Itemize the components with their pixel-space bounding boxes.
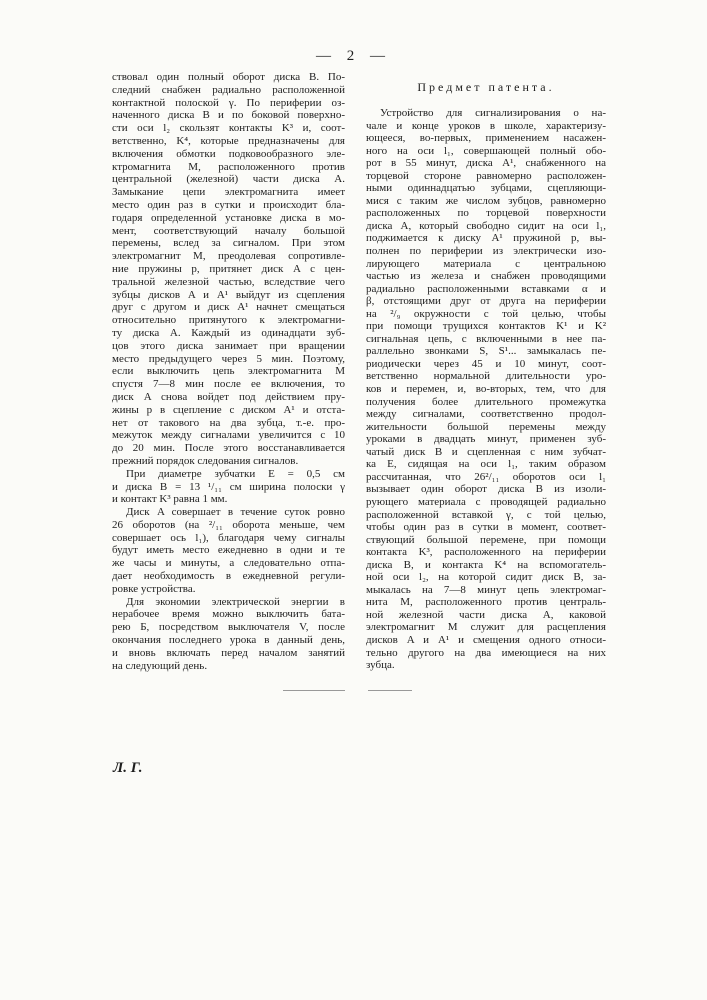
text-line: раллельно звонками S, S¹... замыкалась пе- (366, 345, 606, 358)
paragraph (112, 71, 345, 468)
text-line: контактной полоской γ. По периферии оз- (112, 97, 345, 110)
text-line: при помощи трущихся контактов K¹ и K² (366, 320, 606, 333)
paragraph (366, 107, 606, 672)
text-line: рею Б, посредством выключателя V, после (112, 621, 345, 634)
text-line: прежний порядок следования сигналов. (112, 455, 345, 468)
text-line: рующего материала с проводящей радиально (366, 496, 606, 509)
text-line: межуток между сигналами увеличится с 10 (112, 429, 345, 442)
text-line: место предыдущего через 5 мин. Поэтому, (112, 353, 345, 366)
text-line: Устройство для сигнализирования о на- (366, 107, 606, 120)
initials: Л. Г. (113, 760, 142, 777)
divider-line (283, 690, 345, 691)
text-line: жительности большой перемены между (366, 421, 606, 434)
text-line: тельно другого на два имеющиеся на них (366, 647, 606, 660)
text-line: жины p в сцепление с диском A¹ и отста- (112, 404, 345, 417)
text-line: ющееся, во-первых, применением насажен- (366, 132, 606, 145)
paragraph (112, 468, 345, 506)
text-line: будут иметь место ежедневно в одни и те (112, 544, 345, 557)
text-line: перемены, вслед за сигналом. При этом (112, 237, 345, 250)
text-line: поджимается к диску A¹ пружиной p, вы- (366, 232, 606, 245)
text-line: торцевой стороне равномерно расположен- (366, 170, 606, 183)
text-line: лирующего материала с центральною (366, 258, 606, 271)
text-line: диска A, который свободно сидит на оси l₁, (366, 220, 606, 233)
text-line: полнен по периферии из электрически изо- (366, 245, 606, 258)
text-line: цов этого диска занимает при вращении (112, 340, 345, 353)
text-line: друг с другом и диск A¹ начнет смещаться (112, 301, 345, 314)
text-line: зубцы дисков A и A¹ выйдут из сцепления (112, 289, 345, 302)
text-line: электромагнит M служит для расцепления (366, 621, 606, 634)
text-line: расположенных по торцевой поверхности (366, 207, 606, 220)
text-line: ными одиннадцатью зубцами, сцепляющи- (366, 182, 606, 195)
text-line: ствующий большой перемене, при помощи (366, 534, 606, 547)
text-line: вызывает один оборот диска B из изоли- (366, 483, 606, 496)
text-line: ного на оси l₁, совершающей полный обо- (366, 145, 606, 158)
text-line: уроками в двадцать минут, применен зуб- (366, 433, 606, 446)
text-line: рассчитанная, что 26²/₁₁ оборотов оси l₁ (366, 471, 606, 484)
text-line: если выключить цепь электромагнита M (112, 365, 345, 378)
divider-line (368, 690, 412, 691)
text-line: нет от такового на два зубца, т.-е. про- (112, 417, 345, 430)
text-line: нерабочее время можно выключить бата- (112, 608, 345, 621)
text-line: до 20 мин. После этого восстанавливается (112, 442, 345, 455)
text-line: дает необходимость в ежедневной регули- (112, 570, 345, 583)
text-line: ной железной части диска A, каковой (366, 609, 606, 622)
text-line: контакта K³, расположенного на периферии (366, 546, 606, 559)
text-line: и контакт K³ равна 1 мм. (112, 493, 345, 506)
text-line: окончания последнего урока в данный день, (112, 634, 345, 647)
text-line: мент, соответствующий началу большой (112, 225, 345, 238)
text-line: и вновь включать перед началом занятий (112, 647, 345, 660)
text-line: мися с таким же числом зубцов, равномерно (366, 195, 606, 208)
text-line: диска B, и контакта K⁴ на вспомогатель- (366, 559, 606, 572)
text-line: чатый диск B и сцепленная с ним зубчат- (366, 446, 606, 459)
section-heading: Предмет патента. (366, 80, 606, 95)
text-line: спустя 7—8 мин после ее включения, то (112, 378, 345, 391)
text-line: сигнальная цепь, с включенными в нее па- (366, 333, 606, 346)
text-line: включения обмотки подковообразного эле- (112, 148, 345, 161)
text-line: относительно притянутого к электромагни- (112, 314, 345, 327)
paragraph (112, 596, 345, 673)
text-line: 26 оборотов (на ²/₁₁ оборота меньше, чем (112, 519, 345, 532)
text-line: совершает ось l₁), благодаря чему сигналы (112, 532, 345, 545)
text-line: При диаметре зубчатки E = 0,5 см (112, 468, 345, 481)
text-line: ние пружины p, притянет диск A с цен- (112, 263, 345, 276)
text-line: ветственно нормальной длительности уро- (366, 370, 606, 383)
text-line: ветственно, K⁴, которые предназначены для (112, 135, 345, 148)
text-line: сти оси l₂ скользят контакты K³ и, соот- (112, 122, 345, 135)
text-line: расположенной вставкой γ, с той целью, (366, 509, 606, 522)
text-line: ков и перемен, и, во-вторых, тем, что для (366, 383, 606, 396)
text-line: ствовал один полный оборот диска B. По- (112, 71, 345, 84)
text-line: наченного диска B и по боковой поверхно- (112, 109, 345, 122)
text-line: ровке устройства. (112, 583, 345, 596)
text-line: годаря определенной установке диска в мо- (112, 212, 345, 225)
text-line: ной оси l₂, на которой сидит диск B, за- (366, 571, 606, 584)
text-line: мыкалась на 7—8 минут цепь электромаг- (366, 584, 606, 597)
text-line: на следующий день. (112, 660, 345, 673)
text-line: электромагнит M, преодолевая сопротивле- (112, 250, 345, 263)
text-line: дисков A и A¹ и смещения одного относи- (366, 634, 606, 647)
text-line: риодически через 45 и 10 минут, соот- (366, 358, 606, 371)
right-column (366, 107, 606, 672)
text-line: тральной железной частью, вследствие чего (112, 276, 345, 289)
text-line: и диска B = 13 ¹/₁₁ см ширина полоски γ (112, 481, 345, 494)
text-line: чтобы один раз в сутки в момент, соответ- (366, 521, 606, 534)
left-column (112, 71, 345, 672)
text-line: центральной (железной) части диска A. (112, 173, 345, 186)
text-line: частью из железа и снабжен проводящими (366, 270, 606, 283)
text-line: чале и конце уроков в школе, характеризу- (366, 120, 606, 133)
text-line: место один раз в сутки и происходит бла- (112, 199, 345, 212)
text-line: нита M, расположенного против централь- (366, 596, 606, 609)
text-line: Диск A совершает в течение суток ровно (112, 506, 345, 519)
text-line: β, отстоящими друг от друга на периферии (366, 295, 606, 308)
text-line: ту диска A. Каждый из одинадцати зуб- (112, 327, 345, 340)
paragraph (112, 506, 345, 596)
text-line: рот в 55 минут, диска A¹, снабженного на (366, 157, 606, 170)
text-line: на ²/₉ окружности с той целью, чтобы (366, 308, 606, 321)
text-line: зубца. (366, 659, 606, 672)
text-line: же часы и минуты, а следовательно отпа- (112, 557, 345, 570)
page-number: — 2 — (0, 48, 707, 65)
text-line: радиально расположенными вставками α и (366, 283, 606, 296)
text-line: между сигналами, соответственно продол- (366, 408, 606, 421)
text-line: ктромагнита M, расположенного против (112, 161, 345, 174)
text-line: получения более длительного промежутка (366, 396, 606, 409)
text-line: Замыкание цепи электромагнита имеет (112, 186, 345, 199)
text-line: диск A снова войдет под действием пру- (112, 391, 345, 404)
text-line: ка E, сидящая на оси l₁, таким образом (366, 458, 606, 471)
text-line: следний снабжен радиально расположенной (112, 84, 345, 97)
text-line: Для экономии электрической энергии в (112, 596, 345, 609)
